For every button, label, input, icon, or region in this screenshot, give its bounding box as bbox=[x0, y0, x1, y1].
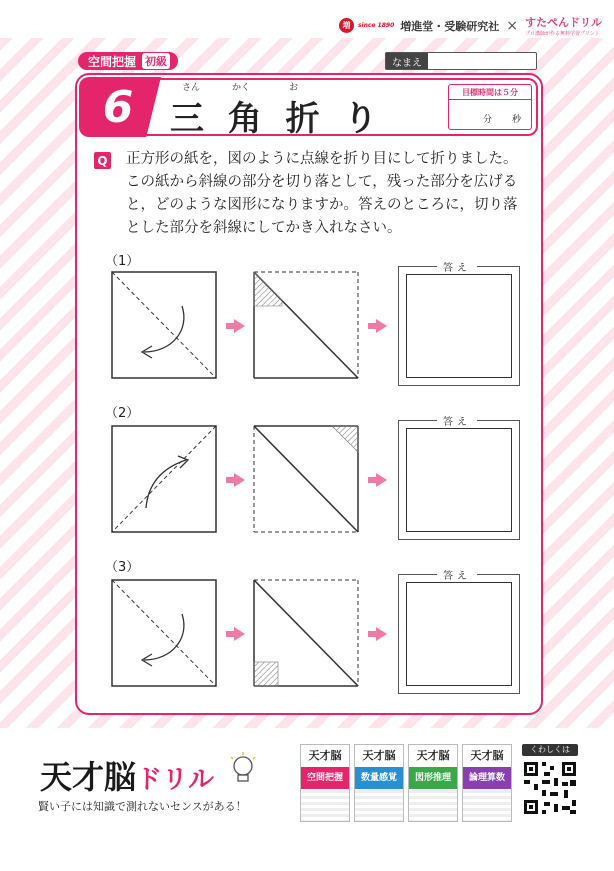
arrow-3a-icon bbox=[234, 627, 245, 641]
problem-3-answer-box[interactable] bbox=[398, 571, 520, 694]
book-3-title: 天才脳 bbox=[416, 749, 450, 762]
arrow-1b-icon bbox=[376, 319, 387, 333]
level-badge: 初級 bbox=[142, 53, 170, 69]
problem-1-answer-box[interactable] bbox=[398, 263, 520, 386]
ad-title-drill: ドリル bbox=[136, 765, 215, 795]
book-1-title: 天才脳 bbox=[308, 749, 342, 762]
name-field[interactable] bbox=[385, 52, 537, 70]
problem-3-cut-figure bbox=[252, 578, 362, 690]
book-cover-1[interactable] bbox=[300, 744, 350, 822]
ad-title-main: 天才脳 bbox=[40, 758, 137, 796]
book-2-title: 天才脳 bbox=[362, 749, 396, 762]
collab-cross: × bbox=[506, 17, 518, 34]
ad-title bbox=[40, 752, 214, 798]
publisher-since: since 1890 bbox=[357, 22, 395, 29]
problem-1-answer-label: 答え bbox=[437, 259, 477, 274]
book-3-band: 図形推理 bbox=[409, 767, 457, 789]
question-text bbox=[126, 148, 528, 240]
book-2-body bbox=[355, 789, 403, 822]
book-3-body bbox=[409, 789, 457, 822]
qr-code-icon[interactable] bbox=[522, 760, 578, 816]
book-cover-4[interactable] bbox=[462, 744, 512, 822]
brand-block bbox=[525, 14, 602, 37]
second-label: 秒 bbox=[511, 115, 521, 125]
ad-tagline: 賢い子には知識で測れないセンスがある！ bbox=[38, 800, 247, 813]
problem-2-answer-box[interactable] bbox=[398, 417, 520, 540]
question-line-2: この紙から斜線の部分を切り落として，残った部分を広げる bbox=[126, 174, 518, 190]
problem-2-answer-label: 答え bbox=[437, 413, 477, 428]
book-4-title: 天才脳 bbox=[470, 749, 504, 762]
category-label: 空間把握 bbox=[88, 54, 137, 69]
question-line-3: と，どのような図形になりますか。答えのところに，切り落 bbox=[126, 197, 518, 213]
question-line-1: 正方形の紙を，図のように点線を折り目にして折りました。 bbox=[126, 151, 518, 167]
arrow-2b-icon bbox=[376, 473, 387, 487]
category-tag bbox=[78, 52, 178, 70]
lightbulb-mascot-icon bbox=[226, 752, 260, 788]
book-1-body bbox=[301, 789, 349, 822]
arrow-1a-icon bbox=[234, 319, 245, 333]
problem-3-answer-label: 答え bbox=[437, 567, 477, 582]
problem-2-fold-figure bbox=[110, 424, 220, 536]
problem-1-cut-figure bbox=[252, 270, 362, 382]
page-title: 三 角 折 り bbox=[170, 99, 384, 139]
time-units bbox=[449, 112, 531, 125]
book-4-body bbox=[463, 789, 511, 822]
problem-2-cut-figure bbox=[252, 424, 362, 536]
lesson-number: 6 bbox=[102, 81, 134, 133]
book-4-band: 論理算数 bbox=[463, 767, 511, 789]
problem-3-answer-area[interactable] bbox=[406, 582, 512, 686]
title-ruby-2: かく bbox=[232, 83, 251, 93]
book-1-band: 空間把握 bbox=[301, 767, 349, 789]
brand-subtitle: プロ講師が作る無料学習プリント bbox=[525, 31, 600, 37]
arrow-3b-icon bbox=[376, 627, 387, 641]
target-time-box bbox=[448, 84, 532, 130]
target-time-label: 目標時間は５分 bbox=[449, 85, 531, 100]
book-2-band: 数量感覚 bbox=[355, 767, 403, 789]
book-cover-2[interactable] bbox=[354, 744, 404, 822]
publisher-logo-icon: 増 bbox=[339, 18, 354, 33]
publisher-name: 増進堂・受験研究社 bbox=[400, 19, 500, 33]
minute-label: 分 bbox=[482, 115, 492, 125]
question-icon: Q bbox=[94, 152, 111, 169]
more-info-label: くわしくは bbox=[522, 744, 578, 756]
title-ruby-3: お bbox=[289, 83, 299, 93]
title-ruby-1: さん bbox=[182, 83, 201, 93]
problem-3-label: （3） bbox=[105, 560, 140, 575]
question-line-4: とした部分を斜線にしてかき入れなさい。 bbox=[126, 220, 402, 236]
problem-3-fold-figure bbox=[110, 578, 220, 690]
problem-1-answer-area[interactable] bbox=[406, 274, 512, 378]
book-cover-3[interactable] bbox=[408, 744, 458, 822]
publisher-header bbox=[339, 14, 602, 37]
problem-1-label: （1） bbox=[105, 254, 140, 269]
problem-2-answer-area[interactable] bbox=[406, 428, 512, 532]
problem-1-fold-figure bbox=[110, 270, 220, 382]
name-label: なまえ bbox=[386, 53, 428, 69]
brand-name: すたぺんドリル bbox=[525, 16, 602, 29]
problem-2-label: （2） bbox=[105, 406, 140, 421]
arrow-2a-icon bbox=[234, 473, 245, 487]
